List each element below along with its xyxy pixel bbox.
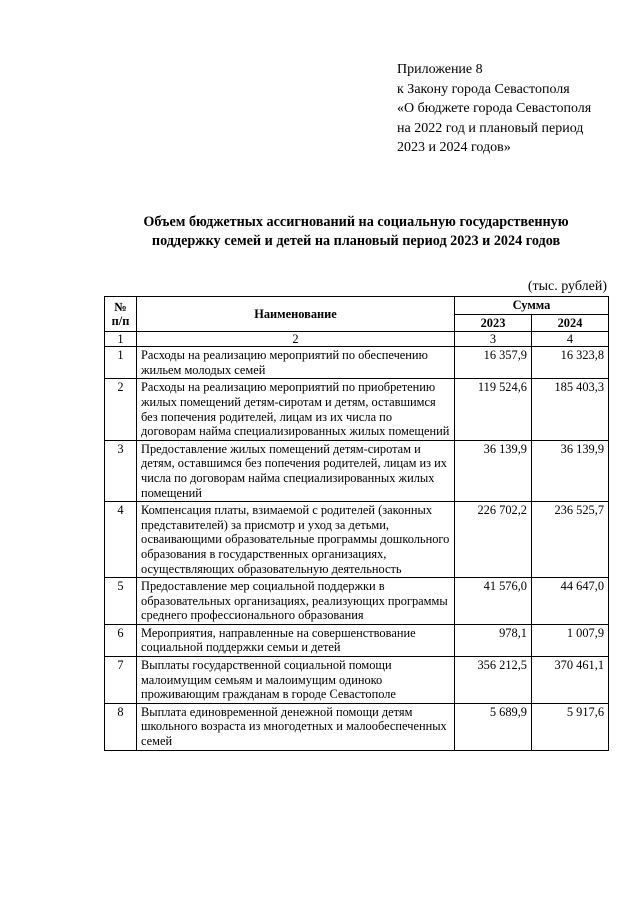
row-name: Предоставление жилых помещений детям-сиротам и детям, оставшимся без попечения родителей, лицам из их числа по договорам найма специализированных жилых помещений — [137, 440, 455, 501]
table-row — [105, 657, 609, 704]
row-name: Выплата единовременной денежной помощи детям школьного возраста из многодетных и малообеспеченных семей — [137, 703, 455, 750]
header-2023: 2023 — [455, 314, 532, 332]
table-row — [105, 347, 609, 379]
row-name: Предоставление мер социальной поддержки в образовательных организациях, реализующих программы среднего профессионального образования — [137, 578, 455, 625]
row-number: 1 — [105, 347, 137, 379]
row-name: Компенсация платы, взимаемой с родителей (законных представителей) за присмотр и уход за детьми, осваивающими образовательные программы дошкольного образования в государственных организациях, осуществляющих образовательную деятельность — [137, 502, 455, 578]
row-value-2023: 119 524,6 — [455, 379, 532, 440]
row-name: Мероприятия, направленные на совершенствование социальной поддержки семьи и детей — [137, 624, 455, 656]
appendix-line: к Закону города Севастополя — [397, 81, 570, 97]
table-row — [105, 440, 609, 501]
units-label: (тыс. рублей) — [527, 279, 607, 294]
table-row — [105, 703, 609, 750]
row-value-2024: 370 461,1 — [532, 657, 609, 704]
document-title — [100, 213, 612, 251]
appendix-line: на 2022 год и плановый период — [397, 120, 584, 136]
colnum-1: 1 — [105, 332, 137, 347]
row-value-2023: 978,1 — [455, 624, 532, 656]
appendix-block — [397, 60, 637, 158]
row-value-2023: 5 689,9 — [455, 703, 532, 750]
appendix-line: 2023 и 2024 годов» — [397, 140, 511, 155]
table-row — [105, 502, 609, 578]
table-row — [105, 379, 609, 440]
table-row — [105, 624, 609, 656]
row-value-2023: 16 357,9 — [455, 347, 532, 379]
header-num: № п/п — [105, 297, 137, 332]
budget-table — [104, 296, 609, 751]
row-value-2024: 1 007,9 — [532, 624, 609, 656]
colnum-3: 3 — [455, 332, 532, 347]
header-sum: Сумма — [455, 297, 609, 315]
row-number: 4 — [105, 502, 137, 578]
row-value-2024: 5 917,6 — [532, 703, 609, 750]
row-name: Выплаты государственной социальной помощи малоимущим семьям и малоимущим одиноко проживающим гражданам в городе Севастополе — [137, 657, 455, 704]
column-numbers-row — [105, 332, 609, 347]
row-value-2024: 236 525,7 — [532, 502, 609, 578]
row-value-2024: 36 139,9 — [532, 440, 609, 501]
row-value-2023: 41 576,0 — [455, 578, 532, 625]
appendix-line: Приложение 8 — [397, 62, 483, 77]
row-number: 5 — [105, 578, 137, 625]
appendix-line: «О бюджете города Севастополя — [397, 101, 592, 116]
colnum-4: 4 — [532, 332, 609, 347]
table-row — [105, 578, 609, 625]
row-number: 8 — [105, 703, 137, 750]
row-value-2023: 36 139,9 — [455, 440, 532, 501]
row-number: 6 — [105, 624, 137, 656]
row-number: 2 — [105, 379, 137, 440]
header-row — [105, 297, 609, 315]
colnum-2: 2 — [137, 332, 455, 347]
header-2024: 2024 — [532, 314, 609, 332]
header-name: Наименование — [137, 297, 455, 332]
row-value-2024: 185 403,3 — [532, 379, 609, 440]
title-line-2: поддержку семей и детей на плановый период 2023 и 2024 годов — [151, 233, 561, 249]
row-number: 7 — [105, 657, 137, 704]
title-line-1: Объем бюджетных ассигнований на социальную государственную — [143, 214, 569, 230]
row-value-2023: 226 702,2 — [455, 502, 532, 578]
row-name: Расходы на реализацию мероприятий по приобретению жилых помещений детям-сиротам и детям, оставшимся без попечения родителей, лицам из их числа по договорам найма специализированных жилых помещений — [137, 379, 455, 440]
row-name: Расходы на реализацию мероприятий по обеспечению жильем молодых семей — [137, 347, 455, 379]
row-value-2023: 356 212,5 — [455, 657, 532, 704]
row-number: 3 — [105, 440, 137, 501]
row-value-2024: 16 323,8 — [532, 347, 609, 379]
row-value-2024: 44 647,0 — [532, 578, 609, 625]
